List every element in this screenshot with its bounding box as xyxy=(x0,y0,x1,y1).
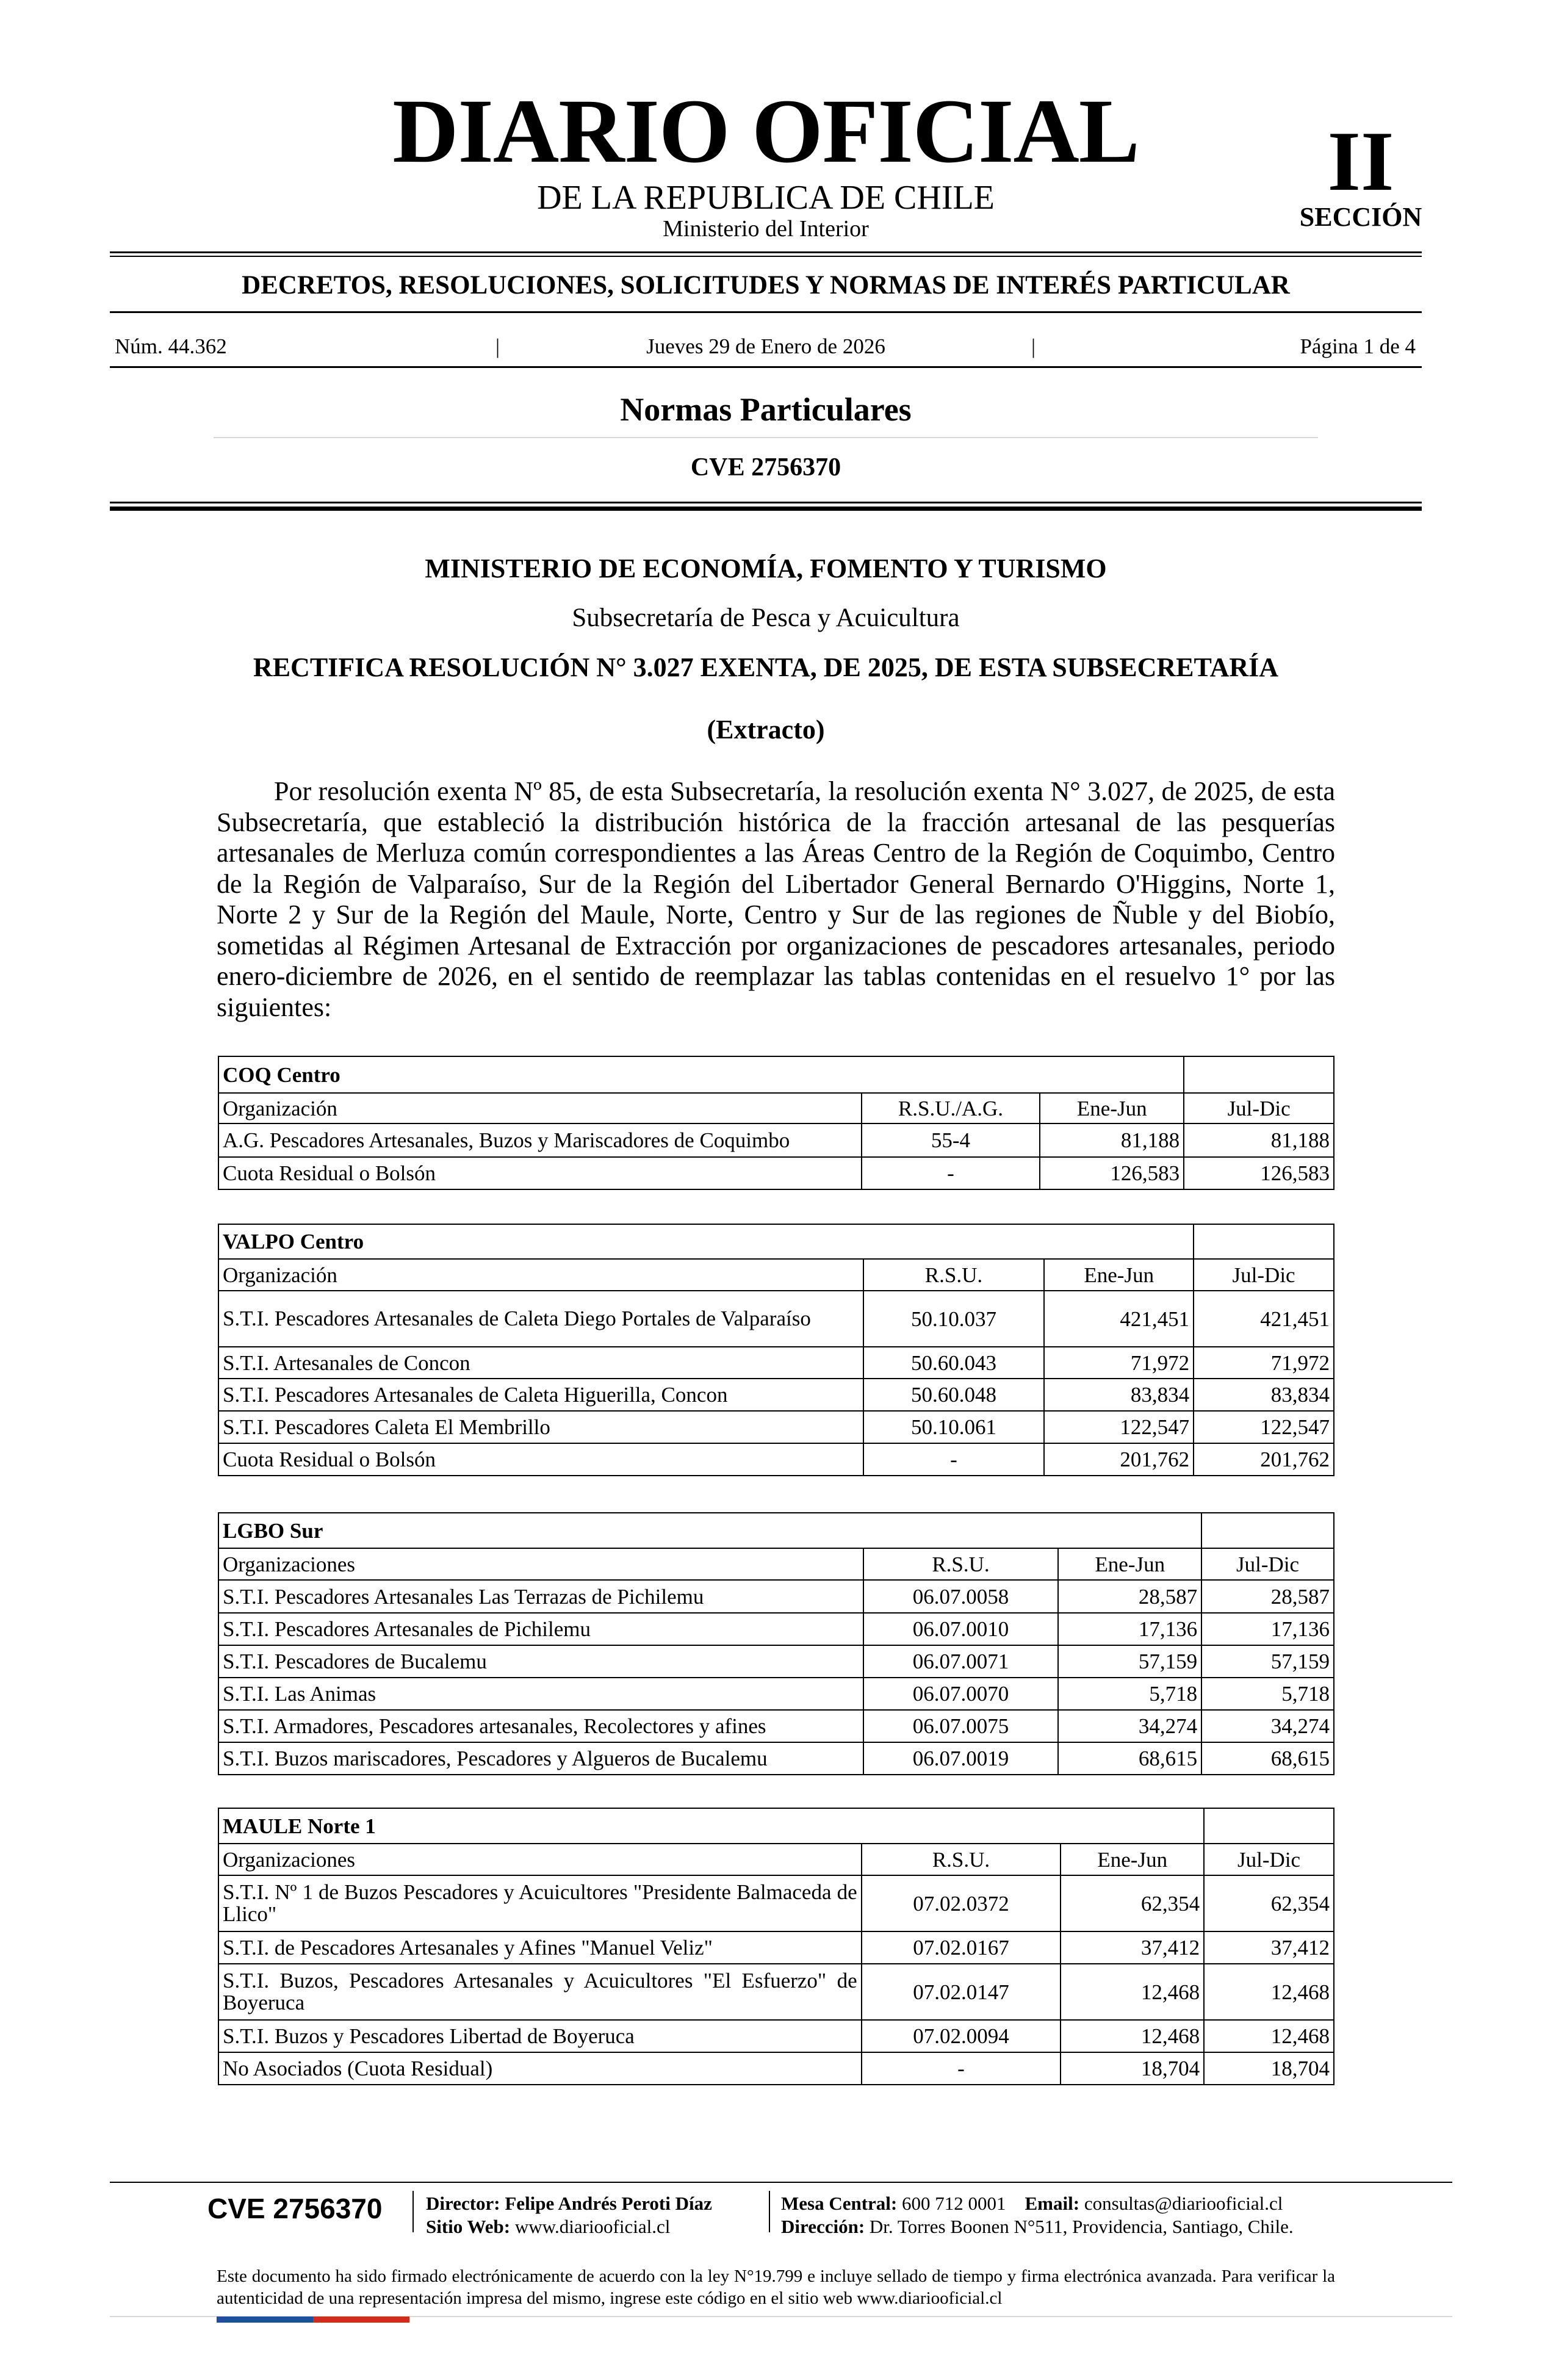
table-cell: 50.60.048 xyxy=(863,1379,1045,1411)
table-cell: 12,468 xyxy=(1061,1964,1204,2020)
table-cell: S.T.I. Pescadores Artesanales de Caleta Diego Portales de Valparaíso xyxy=(218,1291,863,1347)
extract-label: (Extracto) xyxy=(707,715,825,745)
table-cell: 28,587 xyxy=(1058,1580,1201,1613)
quota-table-valpo xyxy=(218,1224,1334,1476)
table-cell: 34,274 xyxy=(1201,1710,1334,1742)
table-row xyxy=(218,1645,1334,1678)
table-cell: 17,136 xyxy=(1058,1613,1201,1645)
table-cell: S.T.I. Pescadores Artesanales de Caleta Higuerilla, Concon xyxy=(218,1379,863,1411)
table-title: COQ Centro xyxy=(218,1056,1184,1093)
table-header: Jul-Dic xyxy=(1194,1259,1334,1291)
table-cell: S.T.I. de Pescadores Artesanales y Afines "Manuel Veliz" xyxy=(218,1931,862,1964)
footer-website: Sitio Web: www.diariooficial.cl xyxy=(426,2216,671,2237)
table-header: Organizaciones xyxy=(218,1844,862,1875)
table-row xyxy=(218,1443,1334,1476)
table-header: Ene-Jun xyxy=(1061,1844,1204,1875)
table-title: MAULE Norte 1 xyxy=(218,1808,1204,1844)
flag-stripe-blue xyxy=(217,2317,313,2323)
table-row xyxy=(218,2052,1334,2085)
issue-date: Jueves 29 de Enero de 2026 xyxy=(646,334,885,358)
section-number: II xyxy=(1327,114,1394,209)
masthead-title: DIARIO OFICIAL xyxy=(392,81,1139,182)
header-rule-top-thin xyxy=(110,256,1422,257)
page-indicator: Página 1 de 4 xyxy=(1300,334,1416,358)
table-cell: 06.07.0058 xyxy=(863,1580,1059,1613)
table-cell: 07.02.0372 xyxy=(862,1875,1061,1931)
table-cell: 18,704 xyxy=(1061,2052,1204,2085)
info-rule xyxy=(110,366,1422,368)
table-cell: 06.07.0010 xyxy=(863,1613,1059,1645)
table-cell: - xyxy=(862,2052,1061,2085)
table-cell: 50.60.043 xyxy=(863,1347,1045,1379)
table-header: Ene-Jun xyxy=(1044,1259,1194,1291)
table-cell: S.T.I. Las Animas xyxy=(218,1678,863,1710)
table-cell: 37,412 xyxy=(1204,1931,1334,1964)
footer-address: Dirección: Dr. Torres Boonen N°511, Providencia, Santiago, Chile. xyxy=(781,2216,1294,2237)
table-cell: 83,834 xyxy=(1044,1379,1194,1411)
table-header: R.S.U. xyxy=(863,1548,1059,1580)
table-cell: 34,274 xyxy=(1058,1710,1201,1742)
table-cell: 201,762 xyxy=(1044,1443,1194,1476)
masthead-ministry: Ministerio del Interior xyxy=(663,216,869,242)
resolution-title: RECTIFICA RESOLUCIÓN N° 3.027 EXENTA, DE 2025, DE ESTA SUBSECRETARÍA xyxy=(253,652,1279,682)
table-cell: 5,718 xyxy=(1201,1678,1334,1710)
table-cell: 421,451 xyxy=(1194,1291,1334,1347)
table-cell: 18,704 xyxy=(1204,2052,1334,2085)
table-cell: - xyxy=(862,1157,1040,1189)
table-cell: S.T.I. Pescadores de Bucalemu xyxy=(218,1645,863,1678)
cve-code: CVE 2756370 xyxy=(690,453,841,481)
table-row xyxy=(218,1678,1334,1710)
table-cell: Cuota Residual o Bolsón xyxy=(218,1443,863,1476)
table-header: Ene-Jun xyxy=(1040,1093,1184,1123)
table-cell: 71,972 xyxy=(1194,1347,1334,1379)
table-cell: 06.07.0071 xyxy=(863,1645,1059,1678)
table-cell: 06.07.0070 xyxy=(863,1678,1059,1710)
table-cell: A.G. Pescadores Artesanales, Buzos y Mariscadores de Coquimbo xyxy=(218,1123,862,1157)
table-cell: S.T.I. Armadores, Pescadores artesanales, Recolectores y afines xyxy=(218,1710,863,1742)
subsecretaria: Subsecretaría de Pesca y Acuicultura xyxy=(572,604,960,632)
table-row xyxy=(218,1411,1334,1443)
header-rule-mid xyxy=(110,311,1422,313)
table-cell: 83,834 xyxy=(1194,1379,1334,1411)
table-cell: 68,615 xyxy=(1201,1742,1334,1775)
table-cell: Cuota Residual o Bolsón xyxy=(218,1157,862,1189)
table-cell: S.T.I. Nº 1 de Buzos Pescadores y Acuicultores "Presidente Balmaceda de Llico" xyxy=(218,1875,862,1931)
banner-title: DECRETOS, RESOLUCIONES, SOLICITUDES Y NORMAS DE INTERÉS PARTICULAR xyxy=(242,271,1290,300)
table-cell: 5,718 xyxy=(1058,1678,1201,1710)
table-row xyxy=(218,1875,1334,1931)
table-cell: 37,412 xyxy=(1061,1931,1204,1964)
table-cell: S.T.I. Artesanales de Concon xyxy=(218,1347,863,1379)
info-separator: | xyxy=(495,334,500,358)
table-cell: 126,583 xyxy=(1040,1157,1184,1189)
table-cell: 06.07.0075 xyxy=(863,1710,1059,1742)
quota-table-maule xyxy=(218,1808,1334,2085)
table-row xyxy=(218,1742,1334,1775)
table-cell: 07.02.0147 xyxy=(862,1964,1061,2020)
header-rule-top xyxy=(110,251,1422,253)
footer-director: Director: Felipe Andrés Peroti Díaz xyxy=(426,2193,712,2214)
quota-table-coq xyxy=(218,1056,1334,1190)
table-cell: 62,354 xyxy=(1061,1875,1204,1931)
cve-rule xyxy=(110,502,1422,503)
table-row xyxy=(218,1123,1334,1157)
table-cell: - xyxy=(863,1443,1045,1476)
table-cell: S.T.I. Buzos mariscadores, Pescadores y Algueros de Bucalemu xyxy=(218,1742,863,1775)
flag-stripe-red xyxy=(313,2317,409,2323)
table-cell: 81,188 xyxy=(1040,1123,1184,1157)
table-title: LGBO Sur xyxy=(218,1513,1201,1548)
masthead-subtitle: DE LA REPUBLICA DE CHILE xyxy=(537,179,995,217)
table-cell: 68,615 xyxy=(1058,1742,1201,1775)
table-cell: 122,547 xyxy=(1194,1411,1334,1443)
footer-divider xyxy=(412,2191,414,2232)
section-label: SECCIÓN xyxy=(1299,202,1422,232)
footer-rule xyxy=(110,2182,1452,2183)
table-row xyxy=(218,1710,1334,1742)
table-cell: 12,468 xyxy=(1061,2020,1204,2052)
table-header: R.S.U. xyxy=(862,1844,1061,1875)
table-cell: S.T.I. Buzos y Pescadores Libertad de Boyeruca xyxy=(218,2020,862,2052)
table-row xyxy=(218,2020,1334,2052)
section-title: Normas Particulares xyxy=(620,391,912,428)
table-cell: 71,972 xyxy=(1044,1347,1194,1379)
table-cell: 12,468 xyxy=(1204,1964,1334,2020)
table-cell: 201,762 xyxy=(1194,1443,1334,1476)
table-header: Jul-Dic xyxy=(1184,1093,1334,1123)
table-title: VALPO Centro xyxy=(218,1224,1194,1259)
footer-legal-text: Este documento ha sido firmado electrónicamente de acuerdo con la ley N°19.799 e incluye sellado de tiempo y firma electrónica avanzada. Para verificar la autenticidad de una representación impresa del mismo, ingrese este código en el sitio web www.diariooficial.cl xyxy=(217,2266,1335,2308)
table-header: Organización xyxy=(218,1093,862,1123)
table-cell: S.T.I. Pescadores Caleta El Membrillo xyxy=(218,1411,863,1443)
quota-table-lgbo xyxy=(218,1512,1334,1775)
footer-contact: Mesa Central: 600 712 0001 Email: consultas@diariooficial.cl xyxy=(781,2193,1283,2214)
table-header: Jul-Dic xyxy=(1201,1548,1334,1580)
footer-divider xyxy=(769,2191,770,2232)
table-cell: 126,583 xyxy=(1184,1157,1334,1189)
table-cell: 07.02.0094 xyxy=(862,2020,1061,2052)
table-cell: 12,468 xyxy=(1204,2020,1334,2052)
table-cell: 55-4 xyxy=(862,1123,1040,1157)
info-separator: | xyxy=(1031,334,1036,358)
body-paragraph: Por resolución exenta Nº 85, de esta Subsecretaría, la resolución exenta N° 3.027, de 2025, de esta Subsecretaría, que estableció la distribución histórica de la fracción artesanal de las pesquerías artesanales de Merluza común correspondientes a las Áreas Centro de la Región de Coquimbo, Centro de la Región de Valparaíso, Sur de la Región del Libertador General Bernardo O'Higgins, Norte 1, Norte 2 y Sur de la Región del Maule, Norte, Centro y Sur de las regiones de Ñuble y del Biobío, sometidas al Régimen Artesanal de Extracción por organizaciones de pescadores artesanales, periodo enero-diciembre de 2026, en el sentido de reemplazar las tablas contenidas en el resuelvo 1° por las siguientes: xyxy=(217,776,1335,1022)
table-header: R.S.U. xyxy=(863,1259,1045,1291)
table-row xyxy=(218,1613,1334,1645)
table-row xyxy=(218,1291,1334,1347)
table-header: Organización xyxy=(218,1259,863,1291)
table-cell: 07.02.0167 xyxy=(862,1931,1061,1964)
website-link[interactable]: www.diariooficial.cl xyxy=(514,2216,671,2237)
table-header: Ene-Jun xyxy=(1058,1548,1201,1580)
table-cell: S.T.I. Buzos, Pescadores Artesanales y Acuicultores "El Esfuerzo" de Boyeruca xyxy=(218,1964,862,2020)
cve-rule-thick xyxy=(110,507,1422,511)
footer-cve: CVE 2756370 xyxy=(207,2193,383,2224)
table-header: Jul-Dic xyxy=(1204,1844,1334,1875)
table-row xyxy=(218,1964,1334,2020)
table-cell: No Asociados (Cuota Residual) xyxy=(218,2052,862,2085)
table-cell: 81,188 xyxy=(1184,1123,1334,1157)
table-cell: 17,136 xyxy=(1201,1613,1334,1645)
ministry-heading: MINISTERIO DE ECONOMÍA, FOMENTO Y TURISMO xyxy=(425,554,1107,583)
table-cell: 28,587 xyxy=(1201,1580,1334,1613)
issue-number: Núm. 44.362 xyxy=(115,334,227,358)
table-header: Organizaciones xyxy=(218,1548,863,1580)
table-cell: 50.10.061 xyxy=(863,1411,1045,1443)
table-row xyxy=(218,1157,1334,1189)
table-cell: 06.07.0019 xyxy=(863,1742,1059,1775)
table-cell: 62,354 xyxy=(1204,1875,1334,1931)
table-header: R.S.U./A.G. xyxy=(862,1093,1040,1123)
table-cell: 122,547 xyxy=(1044,1411,1194,1443)
table-row xyxy=(218,1379,1334,1411)
table-row xyxy=(218,1347,1334,1379)
table-cell: 50.10.037 xyxy=(863,1291,1045,1347)
table-cell: S.T.I. Pescadores Artesanales de Pichilemu xyxy=(218,1613,863,1645)
table-cell: S.T.I. Pescadores Artesanales Las Terrazas de Pichilemu xyxy=(218,1580,863,1613)
section-divider xyxy=(214,437,1318,438)
email-link[interactable]: consultas@diariooficial.cl xyxy=(1084,2193,1283,2214)
table-cell: 57,159 xyxy=(1058,1645,1201,1678)
table-row xyxy=(218,1931,1334,1964)
table-row xyxy=(218,1580,1334,1613)
table-cell: 421,451 xyxy=(1044,1291,1194,1347)
table-cell: 57,159 xyxy=(1201,1645,1334,1678)
